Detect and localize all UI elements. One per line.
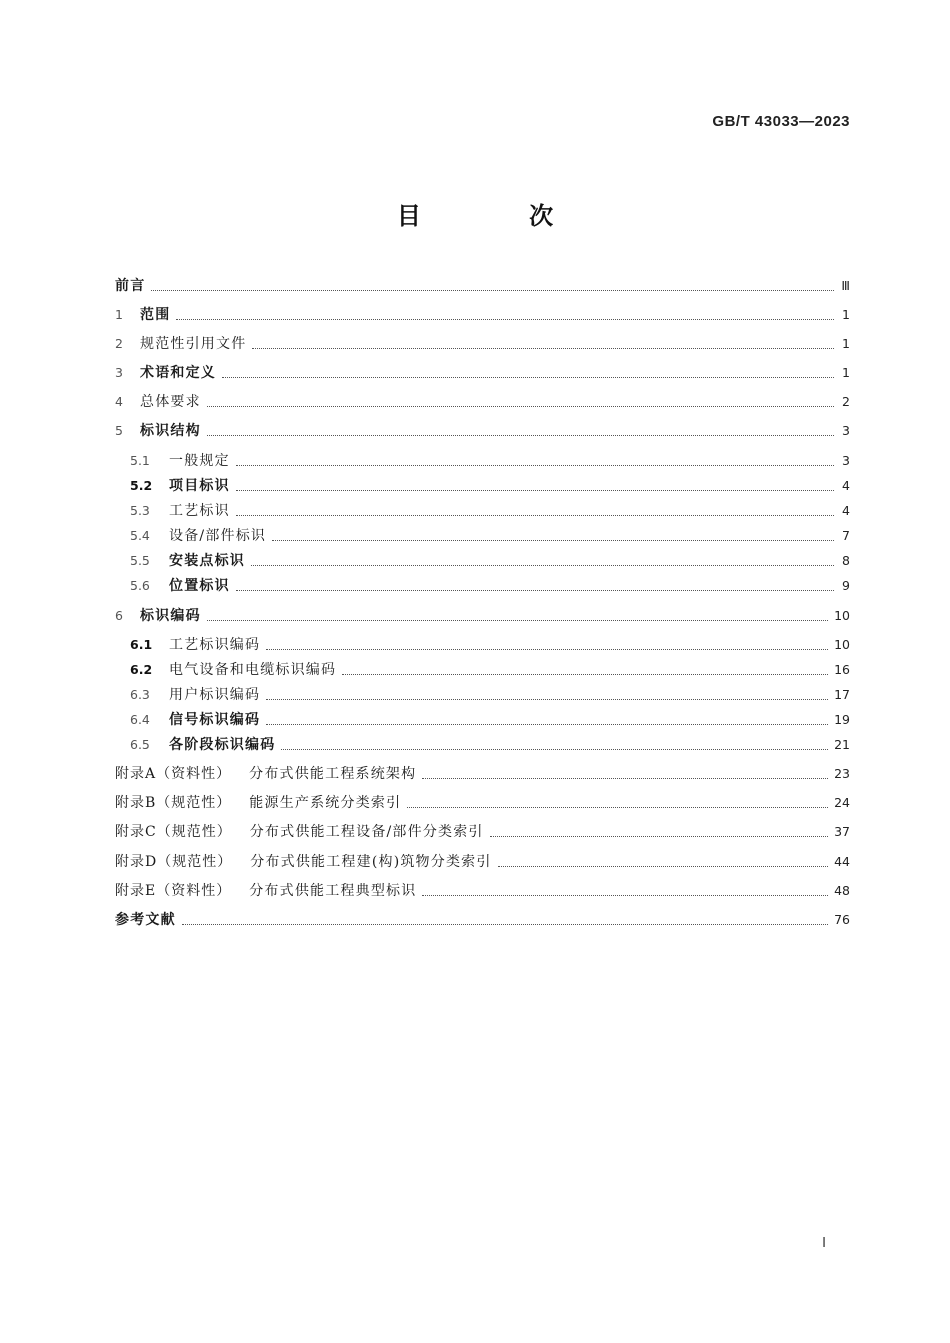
toc-entry-number: 6.4 [130,712,150,727]
toc-entry-label: 参考文献 [115,912,176,928]
toc-entry-number: 2 [115,336,123,351]
toc-entry-page: 76 [834,912,850,927]
toc-entry-label: 设备/部件标识 [169,528,267,544]
toc-entry-number: 6 [115,608,123,623]
toc-entry-section-5-4[interactable] [115,524,850,548]
toc-entry-label: 前言 [115,278,146,294]
toc-entry-appendix-b[interactable] [115,791,850,815]
toc-entry-page: 1 [842,307,850,322]
leader-dots [407,807,828,808]
toc-entry-number: 5 [115,423,123,438]
appendix-prefix: 附录E（资料性） [115,883,232,899]
appendix-prefix: 附录D（规范性） [115,854,233,870]
toc-entry-label: 各阶段标识编码 [169,737,276,753]
toc-entry-number: 5.1 [130,453,150,468]
toc-entry-label: 一般规定 [169,453,230,469]
leader-dots [422,895,828,896]
toc-entry-number: 1 [115,307,123,322]
toc-entry-appendix-d[interactable] [115,850,850,874]
toc-entry-page: 19 [834,712,850,727]
leader-dots [266,649,828,650]
toc-entry-label: 标识编码 [140,608,201,624]
toc-entry-page: 10 [834,608,850,623]
toc-entry-chapter-1[interactable] [115,303,850,327]
toc-entry-page: 48 [834,883,850,898]
toc-entry-label: 分布式供能工程系统架构 [249,766,417,782]
appendix-prefix: 附录B（规范性） [115,795,232,811]
leader-dots [176,319,834,320]
leader-dots [222,377,834,378]
leader-dots [251,565,834,566]
leader-dots [182,924,828,925]
leader-dots [266,699,828,700]
toc-entry-label: 术语和定义 [140,365,216,381]
toc-entry-references[interactable] [115,908,850,932]
toc-entry-page: 16 [834,662,850,677]
toc-entry-section-5-5[interactable] [115,549,850,573]
appendix-prefix: 附录A（资料性） [115,766,232,782]
toc-entry-section-5-1[interactable] [115,449,850,473]
toc-entry-label: 分布式供能工程设备/部件分类索引 [249,824,484,840]
toc-entry-page: 21 [834,737,850,752]
toc-entry-number: 3 [115,365,123,380]
toc-entry-number: 5.6 [130,578,150,593]
toc-entry-number: 6.2 [130,662,153,677]
toc-title: 目 次 [396,201,604,230]
toc-entry-label: 信号标识编码 [169,712,261,728]
toc-entry-section-6-3[interactable] [115,683,850,707]
toc-entry-section-6-1[interactable] [115,633,850,657]
toc-entry-label: 工艺标识编码 [169,637,261,653]
toc-entry-chapter-6[interactable] [115,604,850,628]
toc-entry-number: 5.2 [130,478,153,493]
leader-dots [236,515,834,516]
leader-dots [236,465,834,466]
leader-dots [207,620,828,621]
leader-dots [498,866,829,867]
toc-entry-page: 3 [842,453,850,468]
toc-entry-page: 44 [834,854,850,869]
leader-dots [272,540,834,541]
toc-entry-label: 项目标识 [169,478,230,494]
toc-entry-number: 5.3 [130,503,150,518]
toc-entry-page: 10 [834,637,850,652]
toc-entry-page: 2 [842,394,850,409]
leader-dots [422,778,828,779]
toc-entry-label: 标识结构 [140,423,201,439]
leader-dots [252,348,834,349]
appendix-prefix: 附录C（规范性） [115,824,232,840]
toc-entry-chapter-4[interactable] [115,390,850,414]
toc-entry-appendix-a[interactable] [115,762,850,786]
toc-entry-preface[interactable] [115,274,850,298]
leader-dots [236,490,834,491]
toc-entry-page: 17 [834,687,850,702]
toc-entry-page: 23 [834,766,850,781]
toc-entry-section-6-2[interactable] [115,658,850,682]
toc-entry-label: 位置标识 [169,578,230,594]
toc-entry-section-6-5[interactable] [115,733,850,757]
toc-entry-number: 5.4 [130,528,150,543]
toc-entry-page: 24 [834,795,850,810]
toc-entry-section-5-3[interactable] [115,499,850,523]
toc-entry-number: 6.1 [130,637,153,652]
toc-entry-page: 4 [842,478,850,493]
toc-entry-page: 3 [842,423,850,438]
toc-entry-chapter-2[interactable] [115,332,850,356]
toc-entry-section-5-2[interactable] [115,474,850,498]
leader-dots [207,406,834,407]
toc-entry-section-6-4[interactable] [115,708,850,732]
toc-entry-label: 总体要求 [140,394,201,410]
toc-entry-label: 安装点标识 [169,553,245,569]
toc-entry-label: 分布式供能工程建(构)筑物分类索引 [250,854,492,870]
toc-entry-label: 规范性引用文件 [140,336,247,352]
toc-entry-label: 范围 [140,307,171,323]
toc-entry-page: 8 [842,553,850,568]
toc-entry-appendix-c[interactable] [115,820,850,844]
toc-entry-page: 4 [842,503,850,518]
toc-entry-label: 电气设备和电缆标识编码 [169,662,337,678]
toc-entry-page: 7 [842,528,850,543]
standard-code: GB/T 43033—2023 [712,113,850,130]
page-number: I [822,1236,826,1251]
toc-entry-label: 能源生产系统分类索引 [249,795,402,811]
toc-entry-number: 6.5 [130,737,150,752]
toc-entry-number: 4 [115,394,123,409]
toc-entry-page: 9 [842,578,850,593]
leader-dots [266,724,828,725]
toc-entry-chapter-3[interactable] [115,361,850,385]
toc-entry-page: 1 [842,336,850,351]
toc-entry-section-5-6[interactable] [115,574,850,598]
leader-dots [342,674,828,675]
leader-dots [207,435,834,436]
leader-dots [281,749,828,750]
toc-entry-number: 6.3 [130,687,150,702]
leader-dots [151,290,834,291]
toc-entry-page: Ⅲ [841,278,850,293]
toc-entry-chapter-5[interactable] [115,419,850,443]
toc-entry-label: 分布式供能工程典型标识 [249,883,417,899]
leader-dots [236,590,834,591]
toc-entry-number: 5.5 [130,553,150,568]
leader-dots [490,836,828,837]
toc-entry-appendix-e[interactable] [115,879,850,903]
toc-entry-label: 工艺标识 [169,503,230,519]
toc-entry-label: 用户标识编码 [169,687,261,703]
toc-entry-page: 37 [834,824,850,839]
toc-entry-page: 1 [842,365,850,380]
